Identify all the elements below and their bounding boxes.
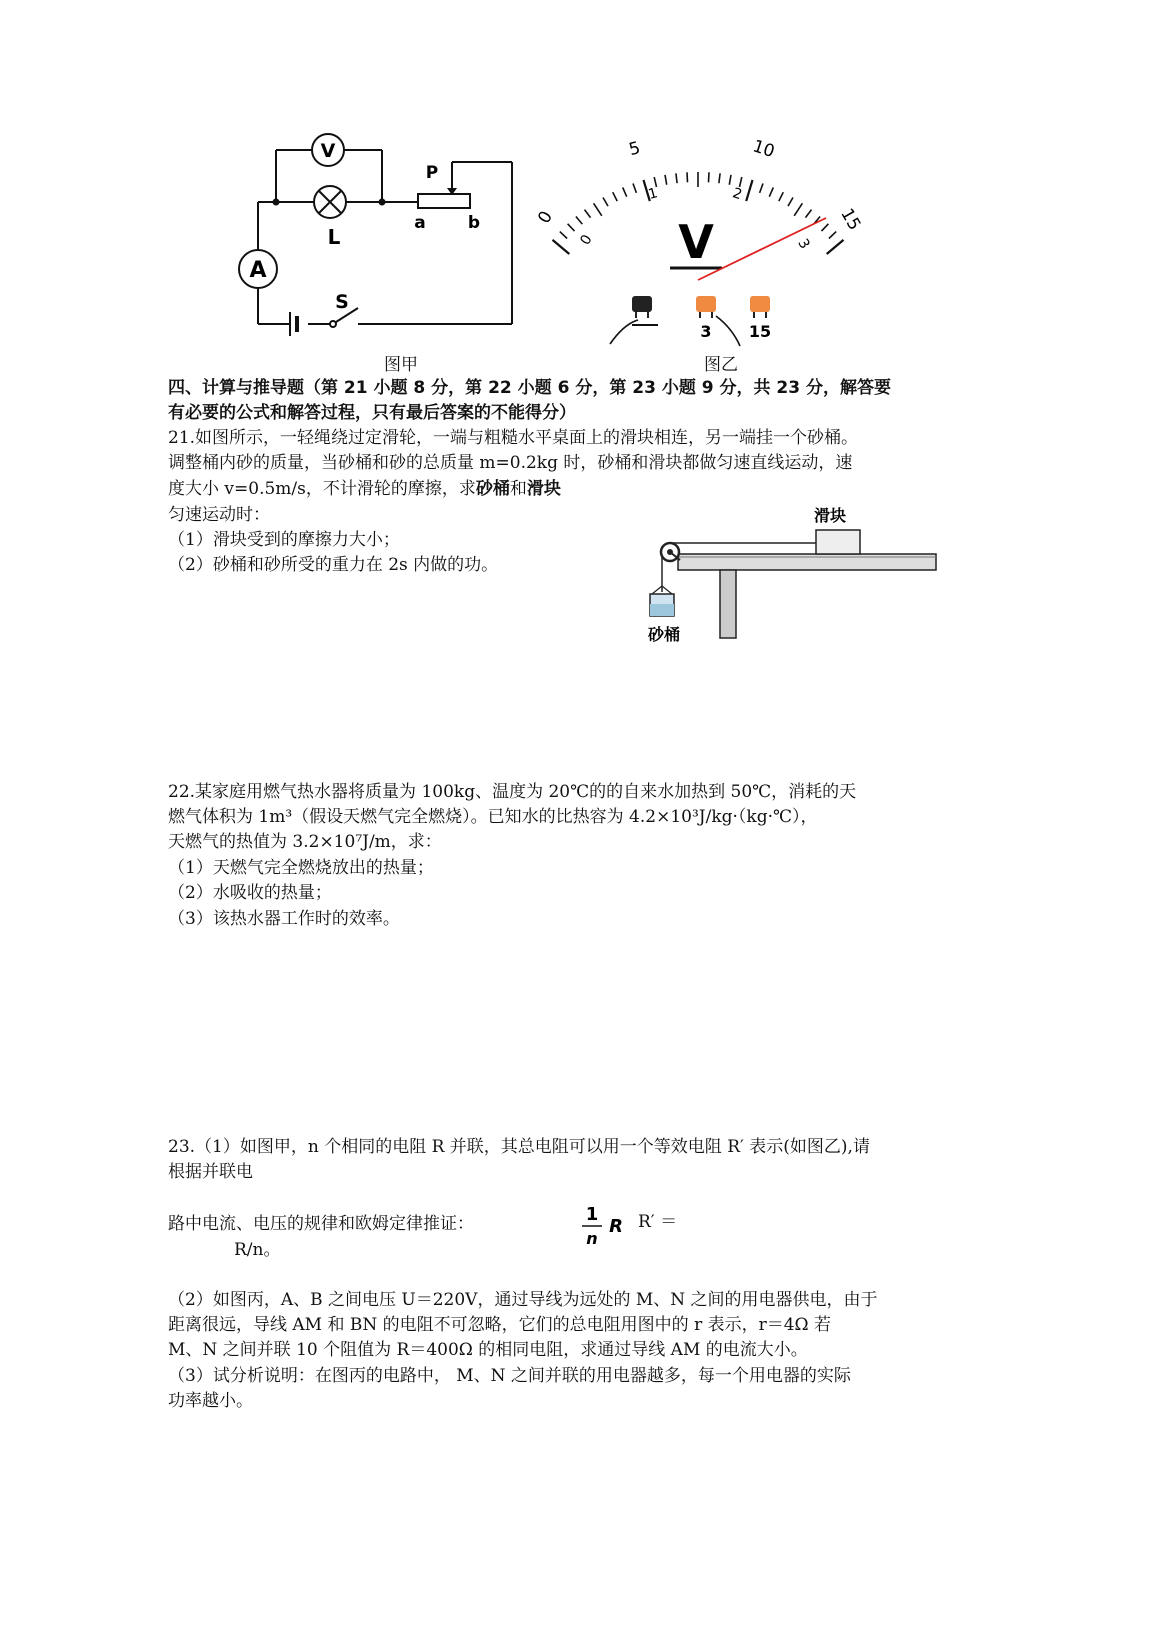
dial-tick [633,184,636,193]
outer-scale-5: 5 [626,138,643,161]
dial-tick [779,192,784,201]
q23-part3-line1: （3）试分析说明：在图丙的电路中， M、N 之间并联的用电器越多，每一个用电器的实际 [168,1366,851,1386]
section-heading-line1: 四、计算与推导题（第 21 小题 8 分，第 22 小题 6 分，第 23 小题 9 分，共 23 分，解答要 [168,378,891,398]
dial-tick [740,177,742,187]
q23-part2-line2: 距离很远，导线 AM 和 BN 的电阻不可忽略，它们的总电阻用图中的 r 表示，r＝4Ω 若 [168,1315,832,1335]
dial-tick [568,224,575,231]
dial-tick [553,240,570,254]
q23-line4: R/n。 [234,1240,281,1260]
inner-scale-1: 1 [646,185,660,204]
dial-tick [760,184,763,193]
q22-item1: （1）天燃气完全燃烧放出的热量； [168,858,434,878]
q23-line2: 根据并联电 [168,1162,253,1182]
inner-scale-0: 0 [577,232,596,248]
q23-part3-line2: 功率越小。 [168,1391,253,1411]
terminal-15-label: 15 [748,322,772,341]
q21-item1: （1）滑块受到的摩擦力大小； [168,530,400,550]
pulley-diagram [640,500,940,650]
dial-tick [623,188,627,197]
dial-tick [576,217,582,225]
dial-tick [827,240,844,254]
q23-part2-line3: M、N 之间并联 10 个阻值为 R＝400Ω 的相同电阻，求通过导线 AM 的电流大小。 [168,1340,808,1360]
dial-tick [719,173,720,183]
q22-line3: 天燃气的热值为 3.2×10⁷J/m，求： [168,832,442,852]
terminal-15 [750,296,770,318]
q21-line1: 21.如图所示，一轻绳绕过定滑轮，一端与粗糙水平桌面上的滑块相连，另一端挂一个砂桶。 [168,428,859,448]
inner-scale-2: 2 [730,185,744,204]
q21-line2: 调整桶内砂的质量，当砂桶和砂的总质量 m=0.2kg 时，砂桶和滑块都做匀速直线运动，速 [168,453,853,473]
slider-label: P [425,163,439,183]
q23-line3: 路中电流、电压的规律和欧姆定律推证： [168,1214,474,1234]
voltmeter-symbol: V [320,140,336,162]
section-heading-line2: 有必要的公式和解答过程，只有最后答案的不能得分） [168,403,576,423]
meter-symbol: V [678,215,714,269]
dial-tick [603,198,608,207]
q21-bold-bucket: 砂桶 [475,479,510,499]
meter-needle [698,218,826,280]
formula-denominator: n [586,1229,598,1248]
pulley-bucket-label: 砂桶 [647,625,681,644]
switch-label: S [335,291,349,313]
lamp-label: L [327,225,341,249]
outer-scale-10: 10 [750,136,777,163]
q23-line1: 23.（1）如图甲，n 个相同的电阻 R 并联，其总电阻可以用一个等效电阻 R′ 表示(如图乙),请 [168,1137,870,1157]
dial-tick [769,188,773,197]
outer-scale-15: 15 [836,205,865,234]
terminal-negative [610,296,658,344]
formula-numerator: 1 [585,1204,599,1225]
q21-line3-text: 度大小 v=0.5m/s，不计滑轮的摩擦，求 [168,479,476,499]
q21-line3 [168,477,561,501]
dial-tick [676,173,677,183]
dial-tick [613,192,618,201]
voltmeter-dial [534,132,870,354]
dial-tick [585,210,591,218]
inner-scale-3: 3 [794,236,813,252]
q22-item3: （3）该热水器工作时的效率。 [168,909,400,929]
dial-tick [687,172,688,182]
end-b-label: b [467,213,481,233]
q23-part2-line1: （2）如图丙，A、B 之间电压 U＝220V，通过导线为远处的 M、N 之间的用电器供电，由于 [168,1290,878,1310]
dial-tick [794,203,802,216]
dial-tick [560,232,567,239]
q21-item2: （2）砂桶和砂所受的重力在 2s 内做的功。 [168,555,499,575]
dial-tick [806,210,812,218]
dial-tick [822,224,829,231]
figure-caption-yi: 图乙 [704,355,738,375]
dial-tick [709,172,710,182]
formula-1-over-n-R [578,1198,634,1252]
outer-scale-0: 0 [534,207,558,228]
q22-item2: （2）水吸收的热量； [168,883,332,903]
end-a-label: a [414,213,426,233]
dial-tick [665,175,667,185]
dial-tick [829,232,836,239]
dial-tick [788,198,793,207]
figure-caption-jia: 图甲 [384,355,418,375]
ammeter-symbol: A [249,258,267,283]
q22-line2: 燃气体积为 1m³（假设天燃气完全燃烧）。已知水的比热容为 4.2×10³J/kg·（kg·℃）， [168,807,818,827]
dial-tick [746,180,752,201]
dial-tick [594,203,602,216]
terminal-3-label: 3 [700,322,712,341]
q23-r-prime-equals: R′ ＝ [638,1212,678,1232]
q22-line1: 22.某家庭用燃气热水器将质量为 100kg、温度为 20℃的的自来水加热到 50℃，消耗的天 [168,782,857,802]
q21-line4: 匀速运动时： [168,505,270,525]
q21-bold-slider: 滑块 [526,479,561,499]
dial-tick [729,175,731,185]
q21-and: 和 [509,479,527,499]
formula-variable: R [609,1216,623,1237]
circuit-diagram [230,130,530,350]
pulley-slider-label: 滑块 [813,506,847,525]
